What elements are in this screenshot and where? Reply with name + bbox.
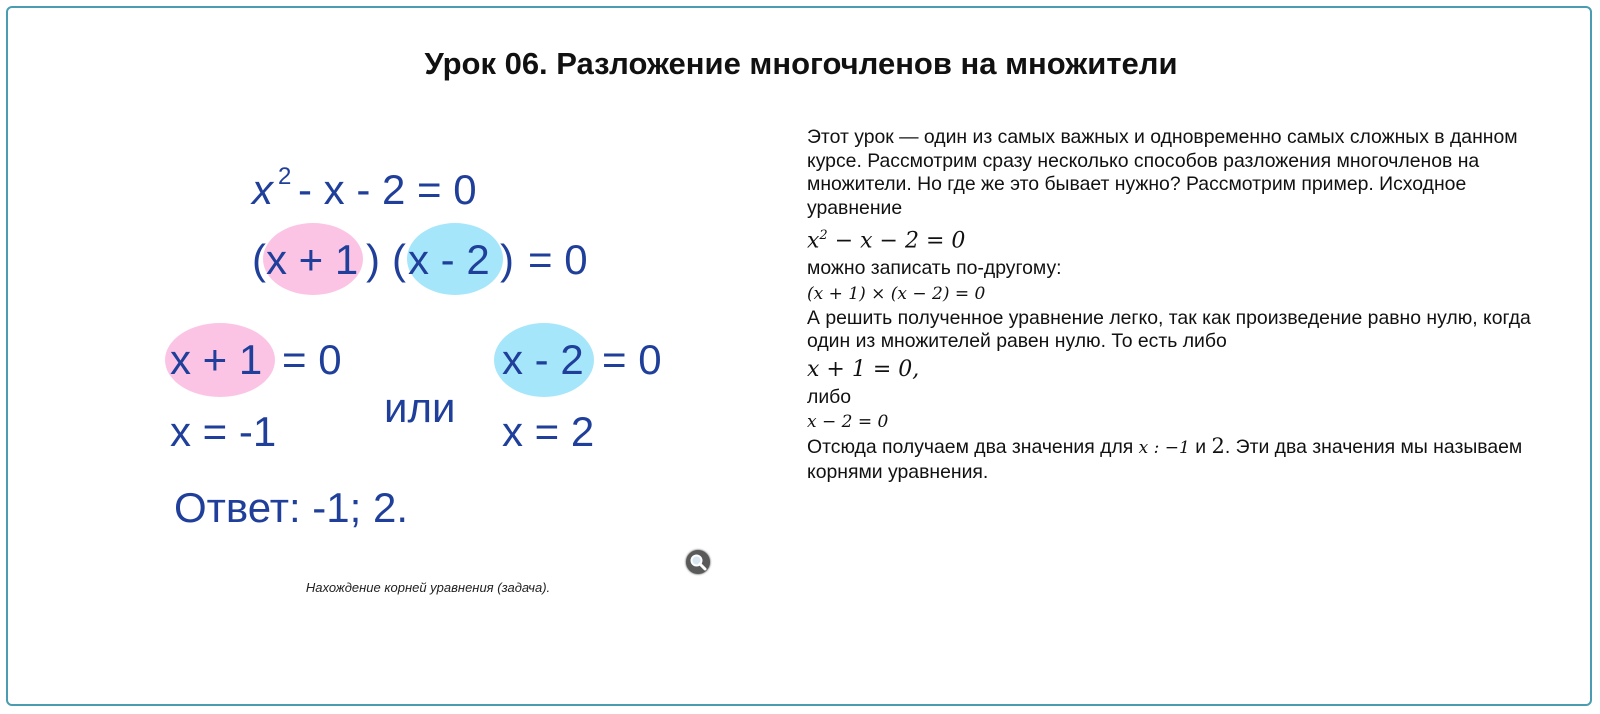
equation-image	[108, 108, 748, 578]
equation-figure[interactable]	[108, 108, 748, 608]
page-title: Урок 06. Разложение многочленов на множители	[424, 46, 1178, 81]
factor-eq: = 0	[528, 236, 588, 283]
conclusion-math: x : −1	[1138, 438, 1190, 459]
right-factor: x - 2	[502, 336, 584, 383]
factor-close2: )	[500, 236, 514, 283]
eq1-x: x	[252, 166, 273, 213]
left-eq: = 0	[282, 336, 342, 383]
rewrite-paragraph: можно записать по-другому:	[807, 257, 1062, 280]
conclusion-two: 2	[1211, 434, 1225, 459]
equation-root2: x − 2 = 0	[807, 412, 889, 433]
equation-original-sup: 2	[819, 228, 828, 243]
answer: Ответ: -1; 2.	[174, 484, 408, 531]
conclusion-end: . Эти два значения мы называем корнями уравнения.	[807, 436, 1523, 483]
intro-paragraph: Этот урок — один из самых важных и одновременно самых сложных в данном курсе. Рассмотрим сразу несколько способов разложения многочленов на множители. Но где же это бывает нужно? Рассмотрим пример. Исходное уравнение	[807, 126, 1518, 219]
either-word: либо	[807, 385, 852, 408]
equation-original	[807, 220, 1547, 257]
lesson-frame	[6, 6, 1592, 706]
or-word: или	[384, 384, 456, 431]
eq1-sup: 2	[278, 163, 292, 190]
equation-root1: x + 1 = 0,	[807, 356, 920, 382]
conclusion-and: и	[1195, 436, 1207, 459]
conclusion-start: Отсюда получаем два значения для	[807, 436, 1134, 459]
lesson-text	[807, 126, 1547, 484]
factor-open2: (	[392, 236, 406, 283]
conclusion-paragraph	[807, 435, 1547, 484]
left-factor: x + 1	[170, 336, 263, 383]
right-eq: = 0	[602, 336, 662, 383]
factor1: x + 1	[266, 236, 359, 283]
eq1-rest: - x - 2 = 0	[298, 166, 477, 213]
figure-caption: Нахождение корней уравнения (задача).	[305, 580, 551, 595]
left-root: x = -1	[170, 408, 277, 455]
equation-factored: (x + 1) × (x − 2) = 0	[807, 283, 986, 304]
solve-paragraph: А решить полученное уравнение легко, так как произведение равно нулю, когда один из множителей равен нулю. То есть либо	[807, 306, 1531, 353]
magnifier-icon	[686, 550, 710, 574]
factor-open1: (	[252, 236, 266, 283]
right-root: x = 2	[502, 408, 595, 455]
factor2: x - 2	[408, 236, 490, 283]
equation-original-base: x	[807, 228, 820, 254]
factor-close1: )	[366, 236, 380, 283]
equation-original-rest: − x − 2 = 0	[834, 228, 966, 254]
zoom-button[interactable]	[686, 550, 710, 574]
